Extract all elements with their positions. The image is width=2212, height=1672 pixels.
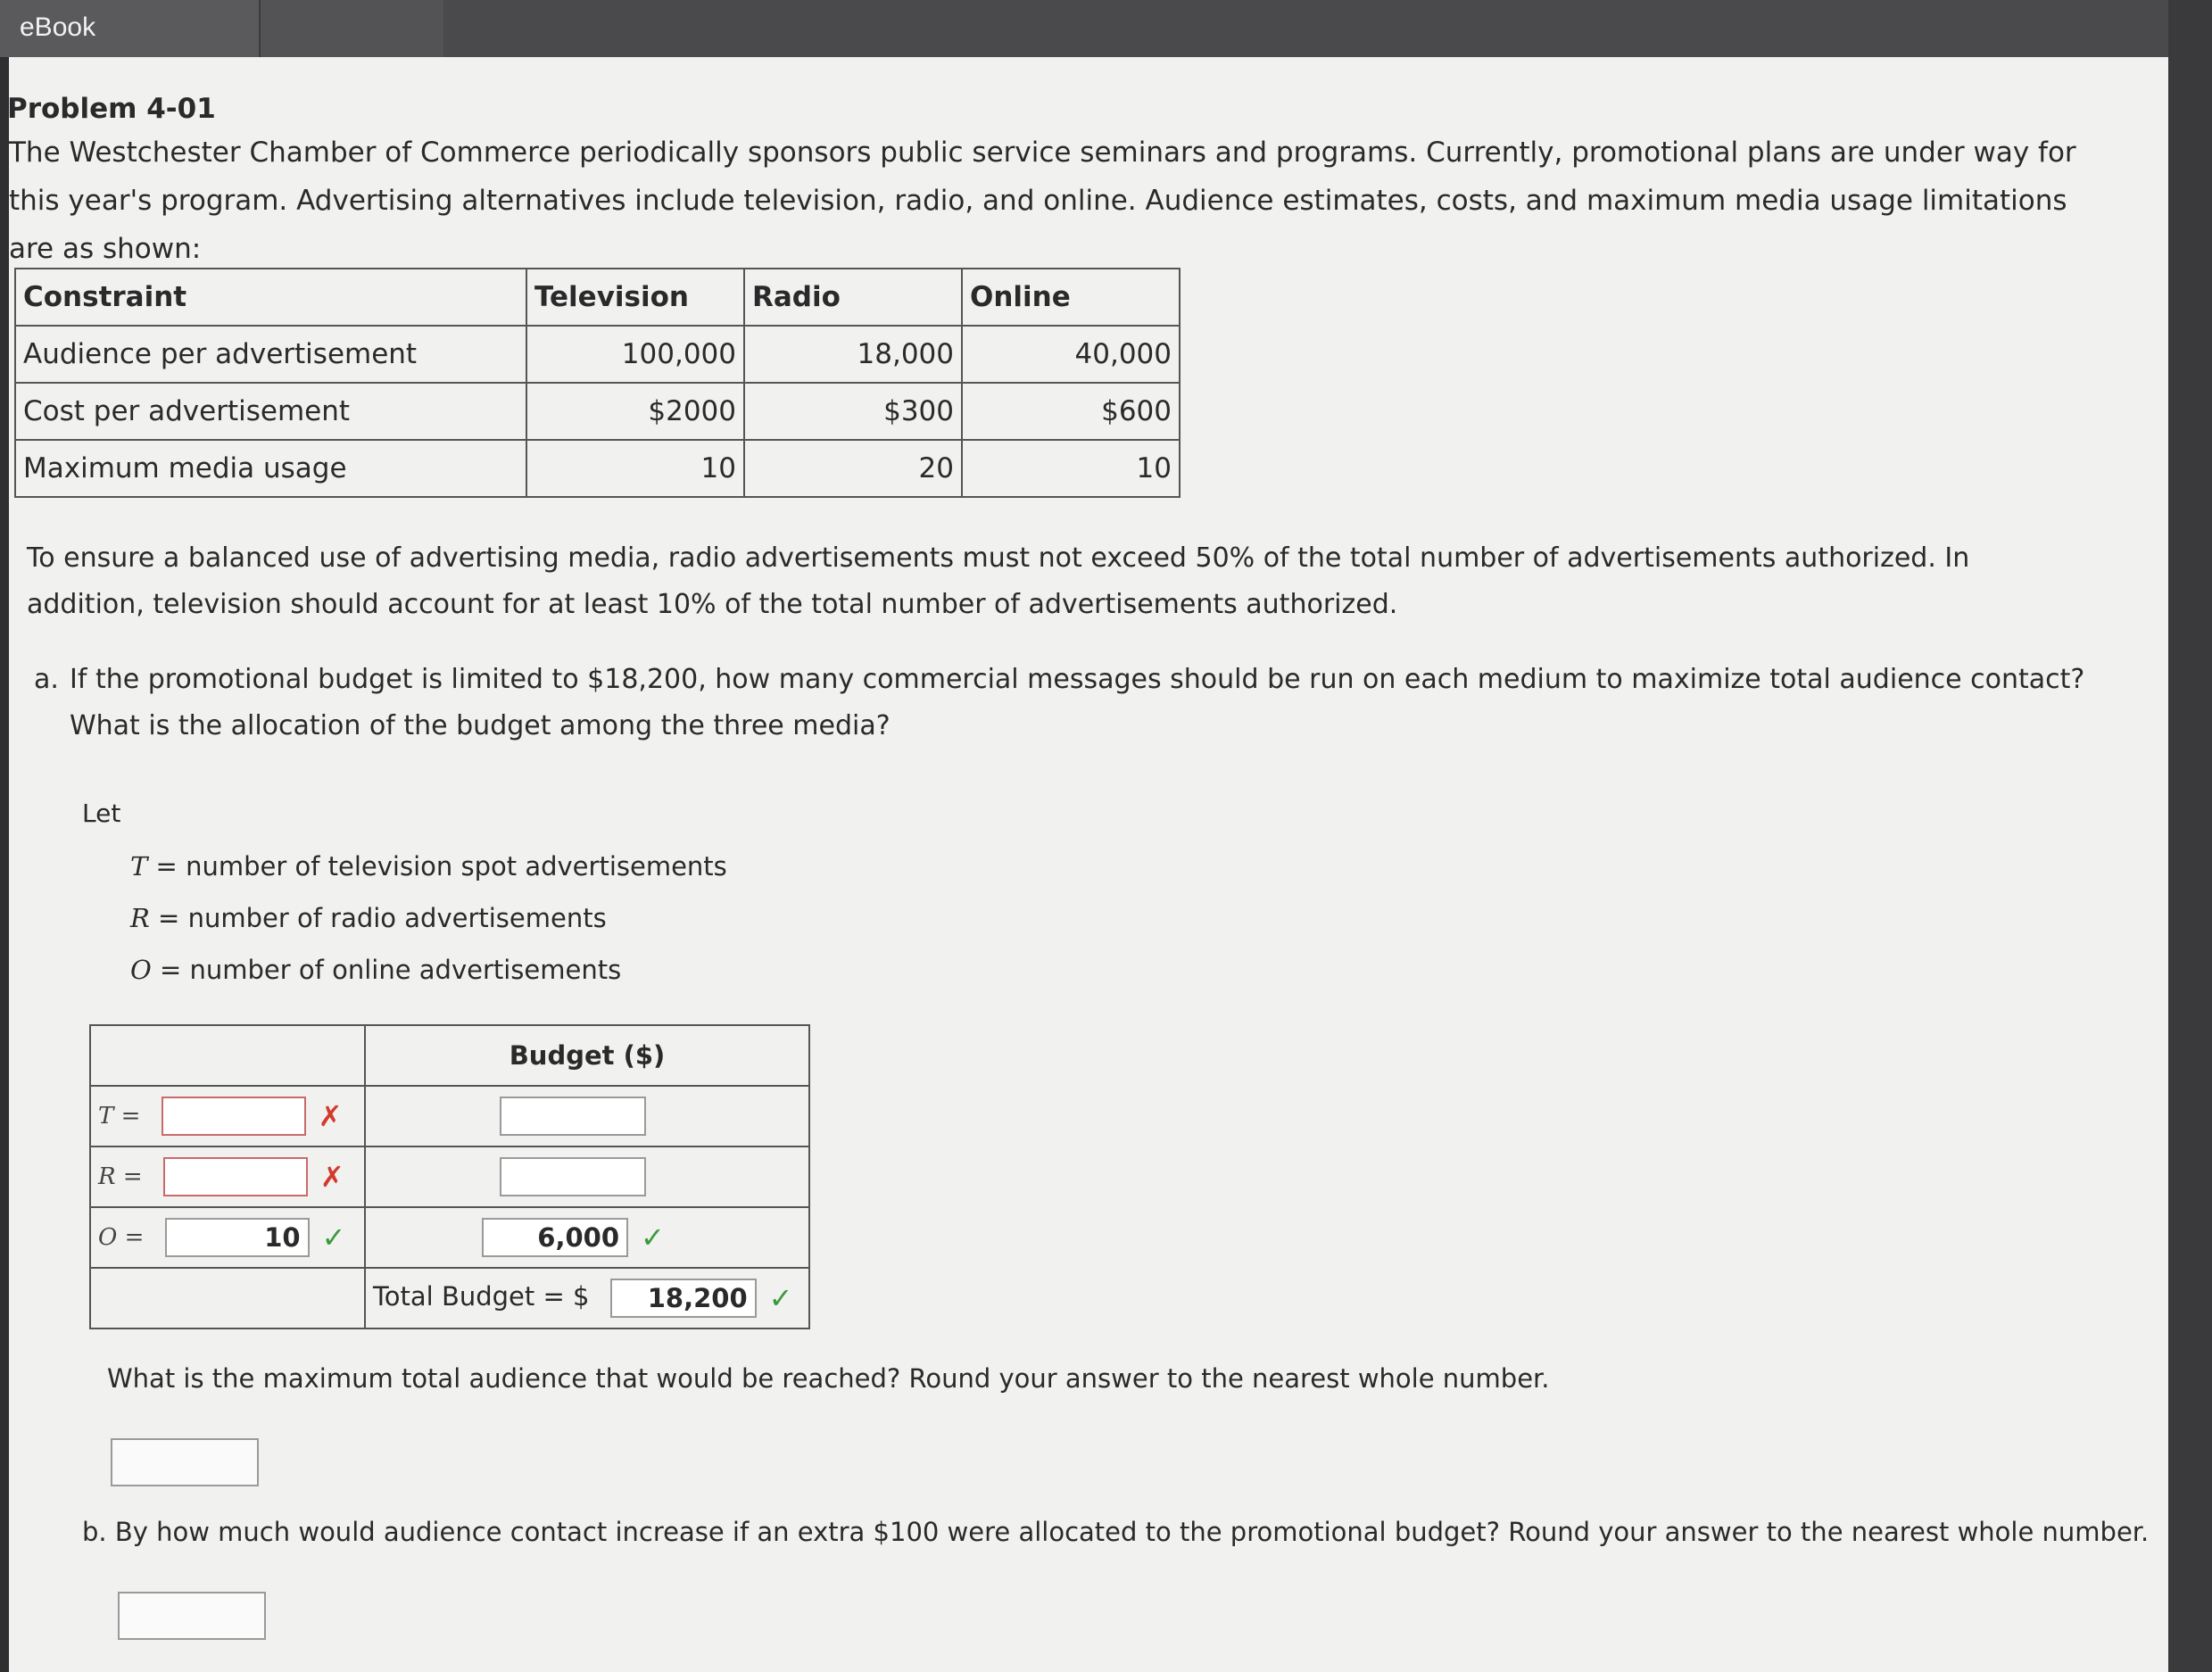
total-row	[90, 1268, 809, 1328]
budget-header: Budget ($)	[365, 1025, 809, 1086]
header-radio: Radio	[744, 269, 962, 326]
ebook-tab[interactable]	[0, 0, 261, 57]
var-o: O	[130, 955, 152, 985]
ebook-tab-label: eBook	[20, 12, 96, 42]
variable-definitions	[130, 840, 727, 996]
part-a-text: If the promotional budget is limited to $18,200, how many commercial messages should be run on each medium to maximize total audience contact? What is the allocation of the budget among the three media?	[70, 664, 2085, 741]
empty-header-cell	[90, 1025, 365, 1086]
o-budget-input[interactable]: 6,000	[482, 1218, 628, 1257]
cell-value: 10	[962, 440, 1180, 497]
check-mark-icon: ✓	[321, 1221, 346, 1254]
table-row	[90, 1207, 809, 1268]
problem-title: Problem 4-01	[7, 93, 216, 125]
table-row	[90, 1146, 809, 1207]
var-label: T =	[98, 1103, 141, 1130]
cell-value: 20	[744, 440, 962, 497]
audience-question: What is the maximum total audience that would be reached? Round your answer to the nearest whole number.	[107, 1363, 1550, 1394]
def-text: = number of radio advertisements	[149, 903, 607, 933]
header-constraint: Constraint	[15, 269, 526, 326]
var-label: R =	[98, 1163, 143, 1190]
toolbar-tab	[261, 0, 443, 57]
row-label: Audience per advertisement	[15, 326, 526, 383]
table-row	[15, 326, 1180, 383]
x-mark-icon: ✗	[318, 1099, 343, 1133]
r-count-input[interactable]	[163, 1157, 308, 1196]
cell-value: 40,000	[962, 326, 1180, 383]
header-online: Online	[962, 269, 1180, 326]
media-table-header	[15, 269, 1180, 326]
audience-answer-input[interactable]	[111, 1438, 259, 1486]
cell-value: $2000	[526, 383, 744, 440]
def-text: = number of television spot advertisements	[147, 851, 727, 882]
count-cell	[90, 1086, 365, 1146]
var-t: T	[130, 851, 148, 882]
var-label: O =	[98, 1224, 145, 1251]
total-budget-label: Total Budget = $	[373, 1281, 590, 1312]
header-television: Television	[526, 269, 744, 326]
t-count-input[interactable]	[162, 1097, 306, 1136]
r-budget-input[interactable]	[500, 1157, 646, 1196]
table-row	[15, 383, 1180, 440]
problem-intro: The Westchester Chamber of Commerce periodically sponsors public service seminars and programs. Currently, promotional plans are under way for this year's program. Advertising alternatives include television, radio, and online. Audience estimates, costs, and maximum media usage limitations are as shown:	[9, 137, 2076, 265]
budget-header-row	[90, 1025, 809, 1086]
var-r: R	[130, 903, 150, 933]
balance-text: To ensure a balanced use of advertising media, radio advertisements must not exceed 50% of the total number of advertisements authorized. In addition, television should account for at least 10% of the total number of advertisements authorized.	[27, 542, 1970, 620]
let-label: Let	[82, 799, 121, 828]
right-edge	[2168, 0, 2212, 1672]
media-table	[14, 268, 1181, 498]
count-cell	[90, 1207, 365, 1268]
cell-value: $300	[744, 383, 962, 440]
empty-total-cell	[90, 1268, 365, 1328]
check-mark-icon: ✓	[641, 1221, 665, 1254]
row-label: Maximum media usage	[15, 440, 526, 497]
cell-value: 10	[526, 440, 744, 497]
t-budget-input[interactable]	[500, 1097, 646, 1136]
part-b-question: b. By how much would audience contact increase if an extra $100 were allocated to the promotional budget? Round your answer to the nearest whole number.	[82, 1517, 2150, 1547]
o-count-input[interactable]: 10	[165, 1218, 310, 1257]
budget-cell	[365, 1146, 809, 1207]
definition-o	[130, 944, 727, 996]
check-mark-icon: ✓	[768, 1281, 793, 1315]
part-a-label: a.	[34, 664, 59, 695]
total-budget-input[interactable]: 18,200	[610, 1279, 757, 1318]
left-edge	[0, 57, 9, 1672]
def-text: = number of online advertisements	[151, 955, 622, 985]
cell-value: $600	[962, 383, 1180, 440]
definition-t	[130, 840, 727, 892]
part-b-answer-input[interactable]	[118, 1592, 266, 1640]
total-cell	[365, 1268, 809, 1328]
definition-r	[130, 892, 727, 944]
x-mark-icon: ✗	[319, 1160, 344, 1194]
budget-cell	[365, 1086, 809, 1146]
part-a-question	[34, 657, 2131, 749]
budget-table	[89, 1024, 810, 1329]
row-label: Cost per advertisement	[15, 383, 526, 440]
table-row	[15, 440, 1180, 497]
budget-cell	[365, 1207, 809, 1268]
table-row	[90, 1086, 809, 1146]
cell-value: 100,000	[526, 326, 744, 383]
cell-value: 18,000	[744, 326, 962, 383]
count-cell	[90, 1146, 365, 1207]
top-bar	[0, 0, 2212, 57]
